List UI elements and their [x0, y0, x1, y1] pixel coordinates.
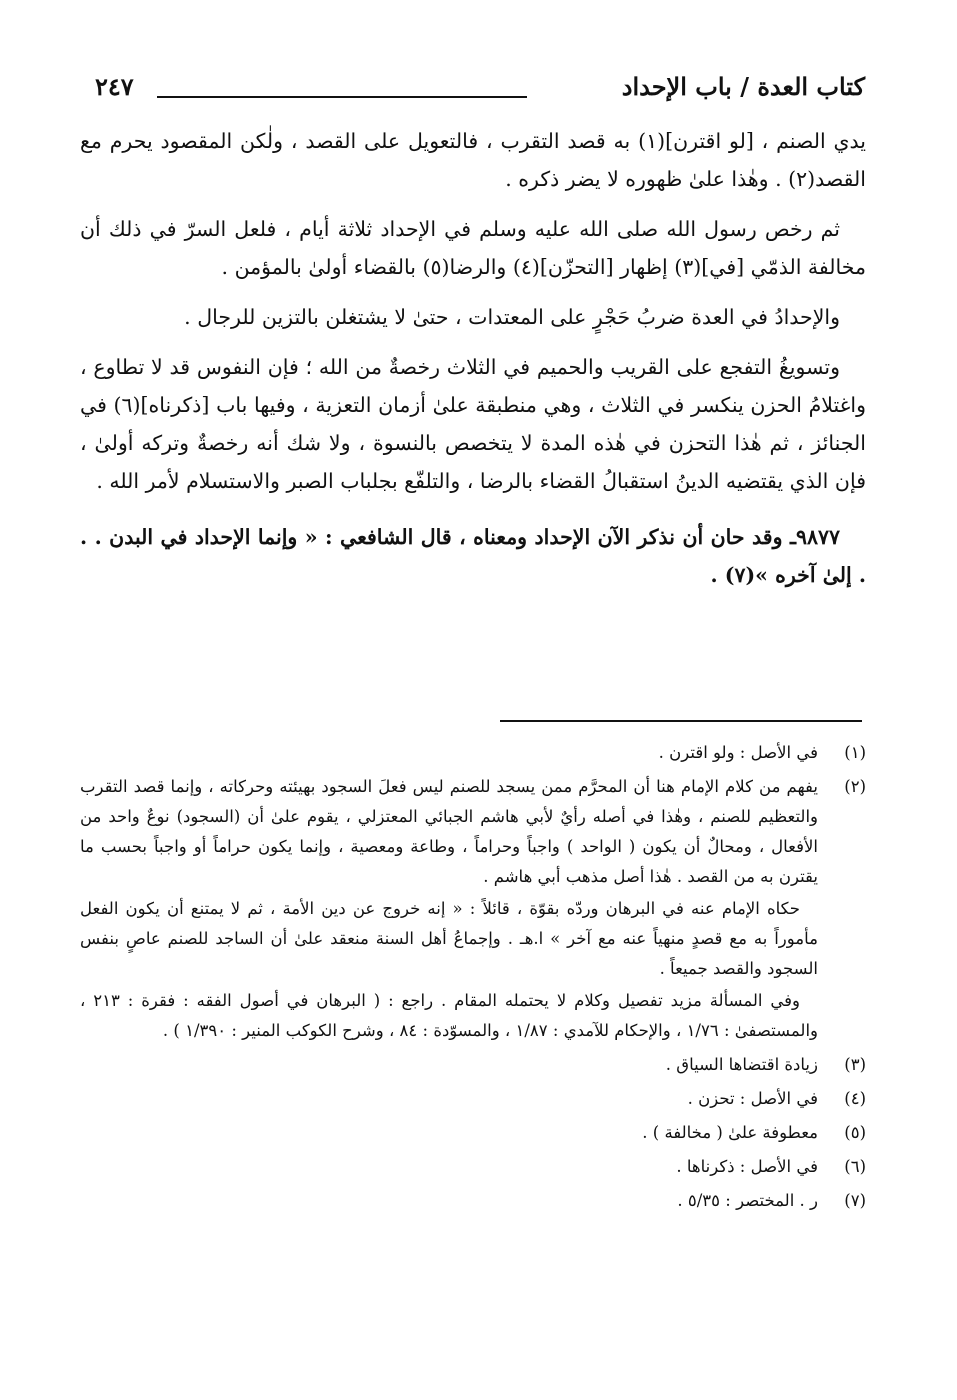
- footnote-text: في الأصل : ذكرناها .: [676, 1157, 818, 1176]
- footnote-number: (٥): [844, 1123, 866, 1142]
- paragraph: وتسويغُ التفجع على القريب والحميم في الثلاث رخصةٌ من الله ؛ فإن النفوس قد لا تطاوع ، واغتلامُ الحزن ينكسر في الثلاث ، وهي منطبقة علىٰ أزمان التعزية ، وفيها باب [ذكرناه](٦) في الجنائز ، ثم هٰذا التحزن في هٰذه المدة لا يتخصص بالنسوة ، ولا شك أنه رخصةٌ وتركه أولىٰ ، فإن الذي يقتضيه الدينُ استقبالُ القضاء بالرضا ، والتلفّع بجلباب الصبر والاستسلام لأمر الله .: [80, 355, 866, 493]
- header-rule: [157, 96, 527, 98]
- footnote-text: في الأصل : ولو اقترن .: [658, 743, 818, 762]
- footnote-text: وفي المسألة مزيد تفصيل وكلام لا يحتمله المقام . راجع : ( البرهان في أصول الفقه : فقرة : ٢١٣ ، والمستصفىٰ : ١/٧٦ ، والإحكام للآمدي : ١/٨٧ ، والمسوّدة : ٨٤ ، وشرح الكوكب المنير : ١/٣٩٠ ) .: [80, 991, 818, 1040]
- paragraph: يدي الصنم ، [لو اقترن](١) به قصد التقرب ، فالتعويل على القصد ، ولٰكن المقصود يحرم مع القصد(٢) . وهٰذا علىٰ ظهوره لا يضر ذكره .: [80, 129, 866, 191]
- page-number: ٢٤٧: [95, 72, 134, 101]
- footnote-text: حكاه الإمام عنه في البرهان وردّه بقوّة ، قائلاً : « إنه خروج عن دين الأمة ، ثم لا يمتنع أن يكون الفعل مأموراً به مع قصدٍ منهياً عنه مع آخر » ا.هـ . وإجماعُ أهل السنة منعقد علىٰ أن الساجد للصنم عاصٍ بنفس السجود والقصد جميعاً .: [80, 899, 818, 978]
- footnote-number: (٣): [844, 1055, 866, 1074]
- main-text: [80, 122, 866, 606]
- footnote-separator: [500, 720, 862, 722]
- paragraph: والإحدادُ في العدة ضربُ حَجْرٍ على المعتدات ، حتىٰ لا يشتغلن بالتزين للرجال .: [184, 305, 840, 329]
- footnote: [80, 1118, 866, 1150]
- footnote: [80, 1186, 866, 1218]
- footnote-text: زيادة اقتضاها السياق .: [665, 1055, 818, 1074]
- numbered-section-paragraph: ٩٨٧٧ـ وقد حان أن نذكر الآن الإحداد ومعناه ، قال الشافعي : « وإنما الإحداد في البدن . . . إلىٰ آخره »(٧) .: [80, 525, 866, 587]
- paragraph: ثم رخص رسول الله صلى الله عليه وسلم في الإحداد ثلاثة أيام ، فلعل السرّ في ذلك أن مخالفة الذمّي [في](٣) إظهار [التحزّن](٤) والرضا(٥) بالقضاء أولىٰ بالمؤمن .: [80, 217, 866, 279]
- page-header: [95, 68, 865, 112]
- footnote-number: (٧): [844, 1191, 866, 1210]
- footnote-text: معطوفة علىٰ ( مخالفة ) .: [642, 1123, 818, 1142]
- footnote: [80, 1084, 866, 1116]
- footnote-number: (٤): [844, 1089, 866, 1108]
- footnote: [80, 738, 866, 770]
- footnotes: [80, 738, 866, 1220]
- footnote-text: ر . المختصر : ٥/٣٥ .: [677, 1191, 818, 1210]
- footnote-number: (١): [844, 743, 866, 762]
- footnote: [80, 1152, 866, 1184]
- footnote: [80, 772, 866, 1048]
- running-title: كتاب العدة / باب الإحداد: [621, 72, 865, 101]
- footnote-text: في الأصل : تحزن .: [687, 1089, 818, 1108]
- footnote-number: (٢): [844, 777, 866, 796]
- footnote-text: يفهم من كلام الإمام هنا أن المحرَّم ممن يسجد للصنم ليس فعلَ السجود بهيئته وحركاته ، وإنما قصد التقرب والتعظيم للصنم ، وهٰذا في أصله رأيٌ لأبي هاشم الجبائي المعتزلي ، يقوم علىٰ أن (السجود) نوعٌ واحد من الأفعال ، ومحالٌ أن يكون ( الواحد ) واجباً وحراماً ، وطاعة ومعصية ، وإنما يكون حراماً أو واجباً بحسب ما يقترن به من القصد . هٰذا أصل مذهب أبي هاشم .: [80, 777, 818, 886]
- footnote: [80, 1050, 866, 1082]
- footnote-number: (٦): [844, 1157, 866, 1176]
